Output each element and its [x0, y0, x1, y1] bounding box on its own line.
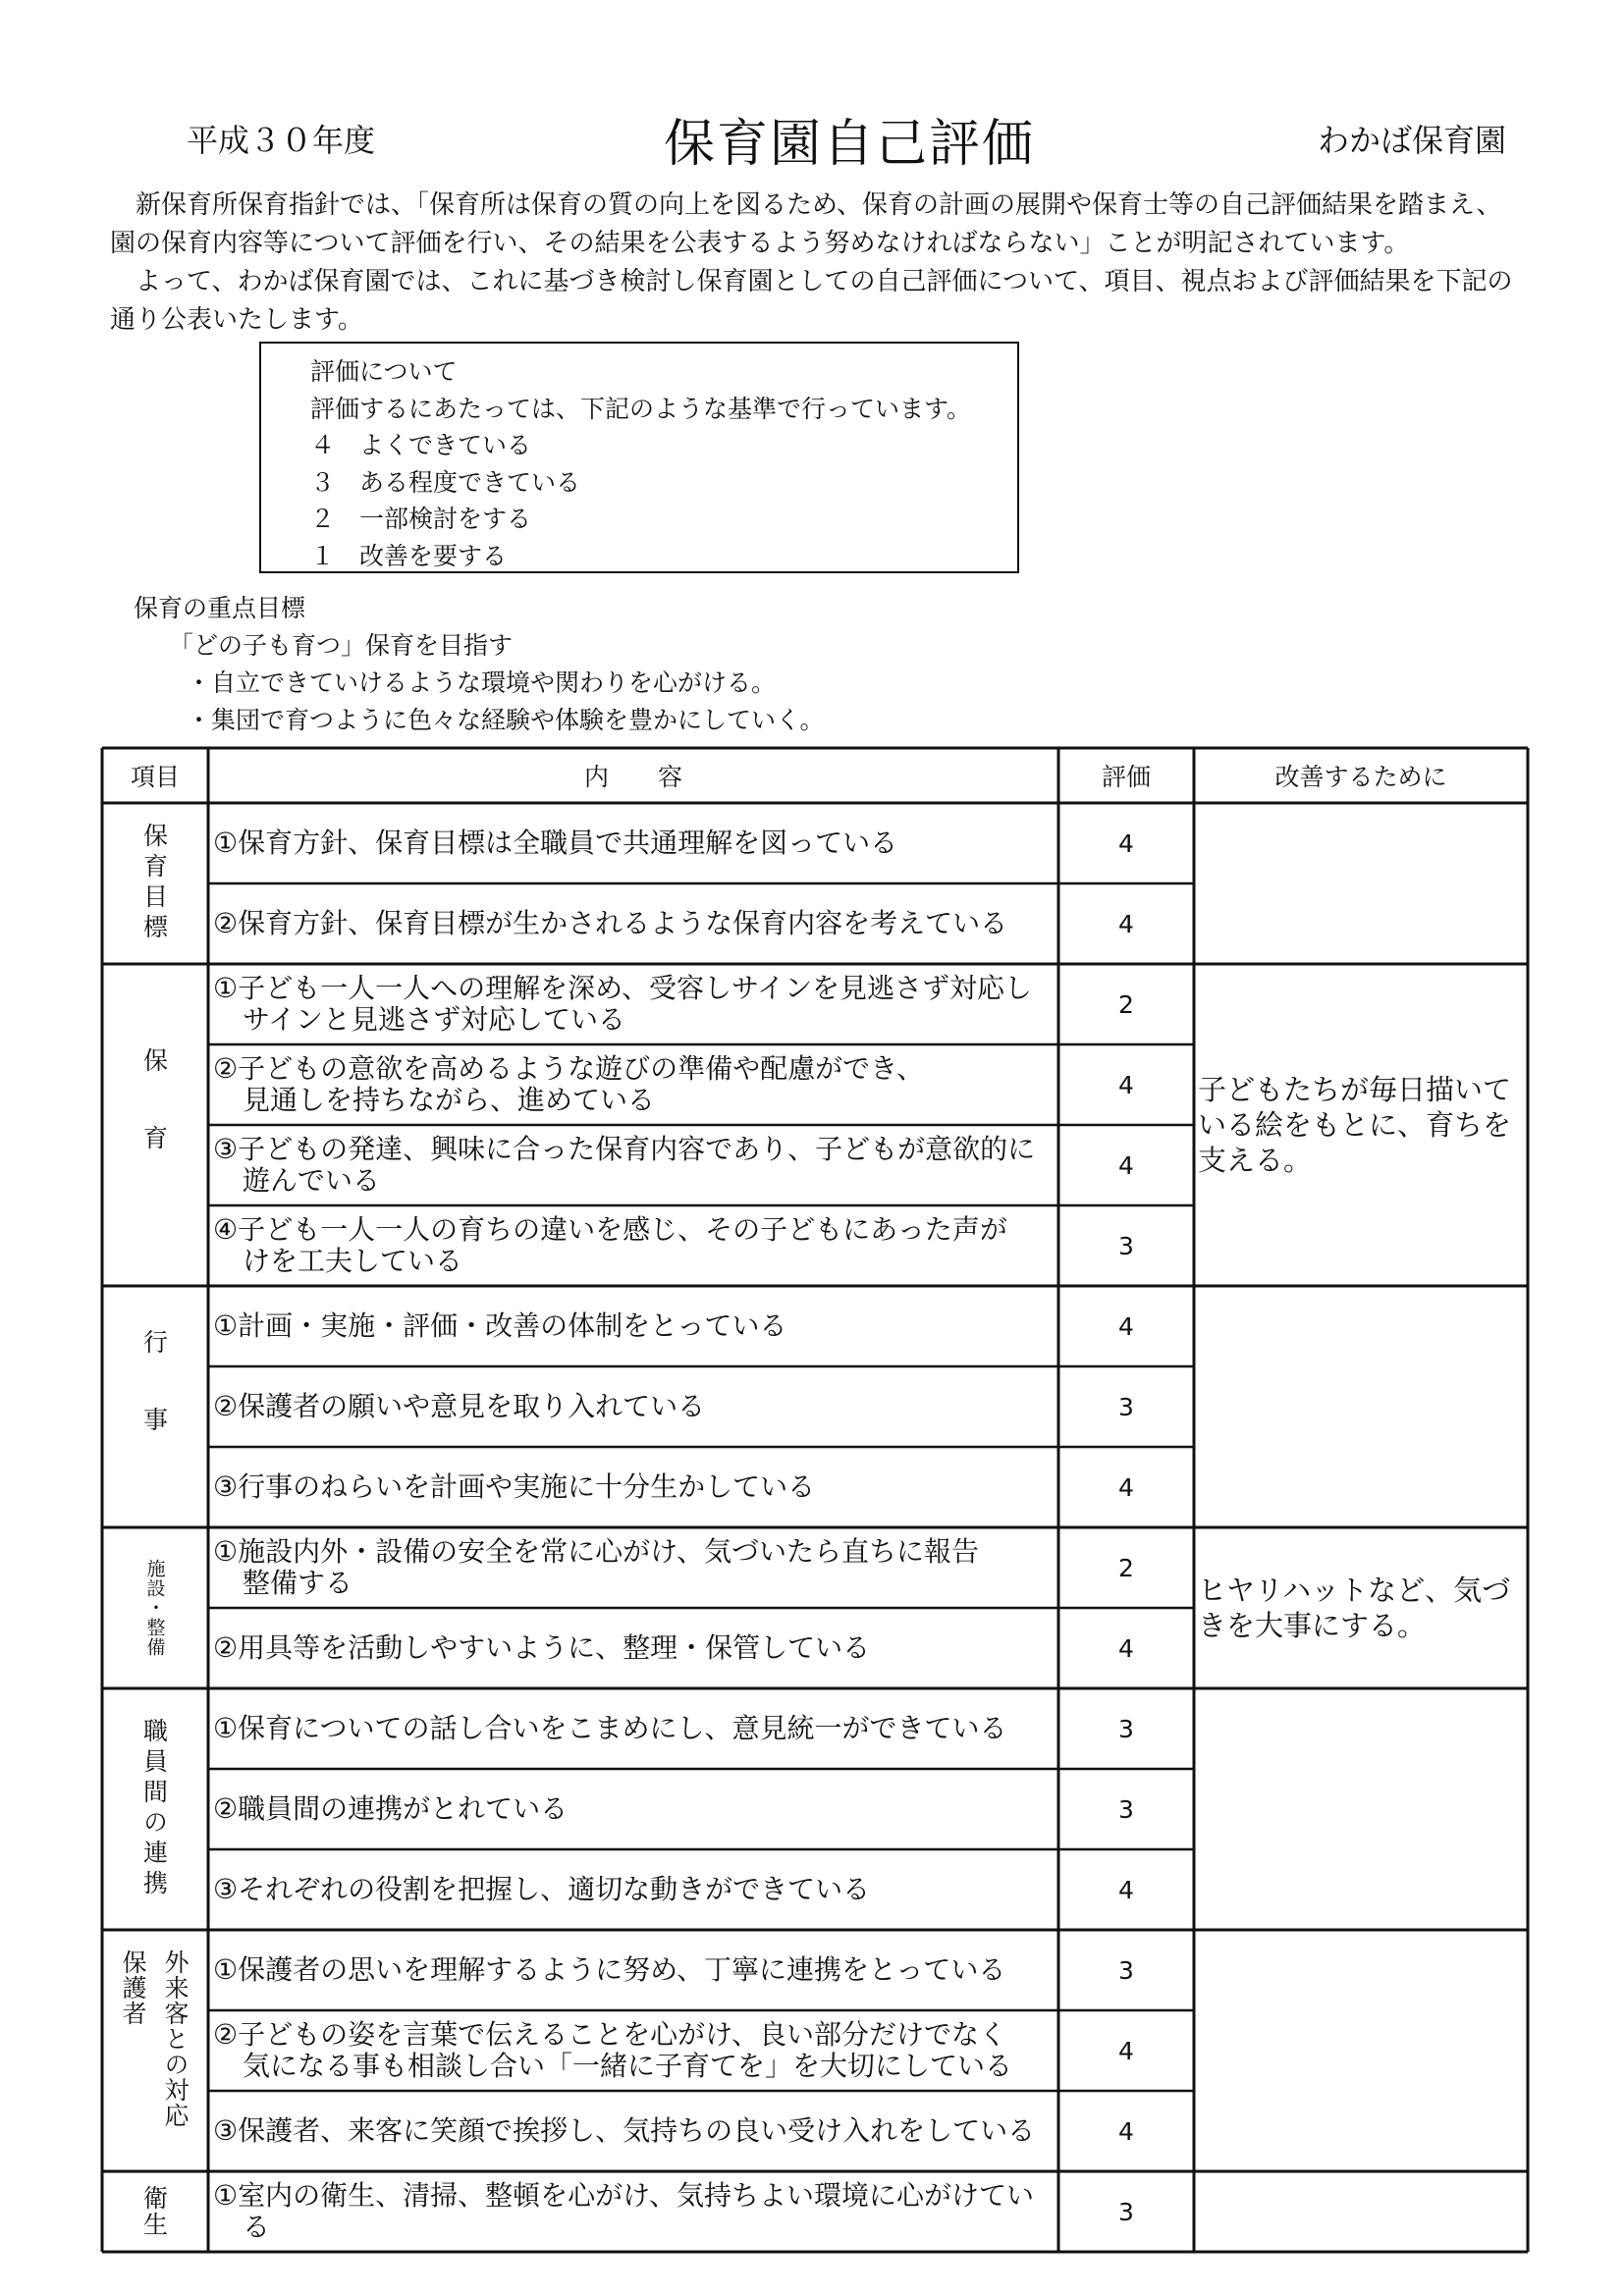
row-content-line: ②保護者の願いや意見を取り入れている: [213, 1390, 706, 1422]
row-score: 3: [1118, 1714, 1134, 1743]
intro-line: 通り公表いたします。: [110, 305, 363, 335]
row-content-line: る: [243, 2211, 271, 2243]
fiscal-year: 平成３０年度: [187, 122, 376, 159]
row-score: 2: [1118, 1553, 1134, 1582]
row-score: 4: [1118, 1311, 1134, 1341]
row-content: [213, 1286, 1057, 1366]
row-content-line: ③子どもの発達、興味に合った保育内容であり、子どもが意欲的に: [213, 1133, 1036, 1165]
row-content-line: ②子どもの姿を言葉で伝えることを心がけ、良い部分だけでなく: [213, 2018, 1006, 2051]
row-content-line: 遊んでいる: [243, 1164, 381, 1197]
row-content-line: ④子ども一人一人の育ちの違いを感じ、その子どもにあった声が: [213, 1213, 1007, 1246]
row-content: [213, 1608, 1057, 1688]
row-score: 4: [1118, 1875, 1134, 1904]
section-label-text: 保育目標: [139, 823, 169, 944]
section-label-text: 保育: [139, 1047, 169, 1202]
row-content-line: けを工夫している: [243, 1245, 463, 1277]
row-score: 3: [1118, 1794, 1134, 1824]
row-content: [213, 1044, 1057, 1125]
section-label: [102, 1527, 206, 1688]
header-item: 項目: [130, 763, 180, 791]
row-content: [213, 2171, 1057, 2252]
row-content-line: ①計画・実施・評価・改善の体制をとっている: [213, 1309, 787, 1342]
row-content-line: 見通しを持ちながら、進めている: [243, 1084, 656, 1116]
goal-bullet: ・集団で育つように色々な経験や体験を豊かにしていく。: [187, 706, 825, 734]
page-title: 保育園自己評価: [664, 115, 1036, 174]
header-improvement: 改善するために: [1274, 763, 1447, 791]
section-label-column: 保護者: [119, 1949, 147, 2026]
row-score: 2: [1118, 989, 1134, 1019]
row-content-line: ②職員間の連携がとれている: [213, 1792, 568, 1825]
organization-name: わかば保育園: [1318, 122, 1507, 159]
row-score: 4: [1118, 2036, 1134, 2065]
improvement-note: 子どもたちが毎日描いている絵をもとに、育ちを支える。: [1198, 1073, 1512, 1177]
row-content-line: ③保護者、来客に笑顔で挨拶し、気持ちの良い受け入れをしている: [213, 2114, 1036, 2147]
criteria-level: ４ よくできている: [310, 431, 532, 459]
row-content-line: ②子どもの意欲を高めるような遊びの準備や配慮ができ、: [213, 1052, 924, 1085]
section-label: [102, 803, 206, 964]
intro-line: 園の保育内容等について評価を行い、その結果を公表するよう努めなければならない」ことが明記されています。: [110, 229, 1410, 258]
intro-line: 新保育所保育指針では、「保育所は保育の質の向上を図るため、保育の計画の展開や保育士等の自己評価結果を踏まえ、: [135, 190, 1502, 220]
section-label: [102, 964, 206, 1286]
row-content: [213, 1366, 1057, 1447]
section-label: [102, 1286, 206, 1527]
criteria-level: ３ ある程度できている: [310, 467, 581, 497]
section-label-column: 外来客との対応: [161, 1949, 189, 2128]
row-content: [213, 1125, 1057, 1205]
header-content: 内 容: [583, 763, 682, 791]
section-label-text: 施設・整備: [143, 1559, 166, 1657]
row-content-line: ②用具等を活動しやすいように、整理・保管している: [213, 1631, 871, 1664]
row-content: [213, 1849, 1057, 1930]
row-content-line: ①保護者の思いを理解するように努め、丁寧に連携をとっている: [213, 1953, 1006, 1986]
row-content: [213, 1930, 1057, 2010]
row-score: 4: [1118, 2116, 1134, 2146]
row-content-line: 整備する: [243, 1567, 353, 1599]
header-score: 評価: [1101, 763, 1151, 791]
row-content-line: ①保育についての話し合いをこまめにし、意見統一ができている: [213, 1712, 1007, 1744]
section-label-text: 職員間の連携: [139, 1718, 169, 1900]
row-content-line: ①子ども一人一人への理解を深め、受容しサインを見逃さず対応し: [213, 972, 1033, 1004]
section-label: [102, 1930, 206, 2171]
row-score: 4: [1118, 1150, 1134, 1180]
row-content: [213, 1769, 1057, 1849]
row-content: [213, 1527, 1057, 1608]
goal-bullet: ・自立できていけるような環境や関わりを心がける。: [187, 668, 777, 697]
row-content-line: ①施設内外・設備の安全を常に心がけ、気づいたら直ちに報告: [213, 1535, 979, 1568]
row-score: 4: [1118, 1070, 1134, 1099]
row-content: [213, 883, 1057, 964]
criteria-description: 評価するにあたっては、下記のような基準で行っています。: [310, 394, 972, 423]
row-content: [213, 803, 1057, 883]
row-content: [213, 2091, 1057, 2171]
section-label: [102, 2171, 206, 2252]
row-content: [213, 2010, 1057, 2091]
row-content: [213, 1205, 1057, 1286]
criteria-level: １ 改善を要する: [310, 541, 508, 570]
row-content: [213, 964, 1057, 1044]
row-score: 3: [1118, 1955, 1134, 1985]
row-content-line: ③それぞれの役割を把握し、適切な動きができている: [213, 1873, 871, 1905]
row-score: 4: [1118, 1633, 1134, 1663]
row-content-line: サインと見逃さず対応している: [243, 1003, 626, 1036]
goals-heading: 保育の重点目標: [134, 594, 306, 622]
improvement-note: ヒヤリハットなど、気づきを大事にする。: [1198, 1574, 1511, 1642]
criteria-title: 評価について: [310, 357, 458, 386]
row-content-line: ①室内の衛生、清掃、整頓を心がけ、気持ちよい環境に心がけてい: [213, 2179, 1034, 2212]
row-score: 3: [1118, 1231, 1134, 1260]
row-content-line: ③行事のねらいを計画や実施に十分生かしている: [213, 1470, 816, 1503]
row-score: 4: [1118, 909, 1134, 938]
row-content-line: 気になる事も相談し合い「一緒に子育てを」を大切にしている: [243, 2050, 1013, 2082]
row-score: 3: [1118, 2197, 1134, 2226]
section-label: [102, 1688, 206, 1930]
section-label-text: 衛生: [139, 2185, 169, 2238]
section-label-text: 行事: [139, 1329, 169, 1484]
criteria-level: ２ 一部検討をする: [310, 505, 532, 533]
goals-subtitle: 「どの子も育つ」保育を目指す: [169, 631, 514, 660]
row-content: [213, 1447, 1057, 1527]
row-score: 4: [1118, 1472, 1134, 1502]
row-content: [213, 1688, 1057, 1769]
row-content-line: ②保育方針、保育目標が生かされるような保育内容を考えている: [213, 907, 1008, 939]
intro-line: よって、わかば保育園では、これに基づき検討し保育園としての自己評価について、項目、視点および評価結果を下記の: [135, 267, 1513, 296]
row-score: 4: [1118, 828, 1134, 858]
row-content-line: ①保育方針、保育目標は全職員で共通理解を図っている: [213, 827, 898, 859]
row-score: 3: [1118, 1392, 1134, 1421]
